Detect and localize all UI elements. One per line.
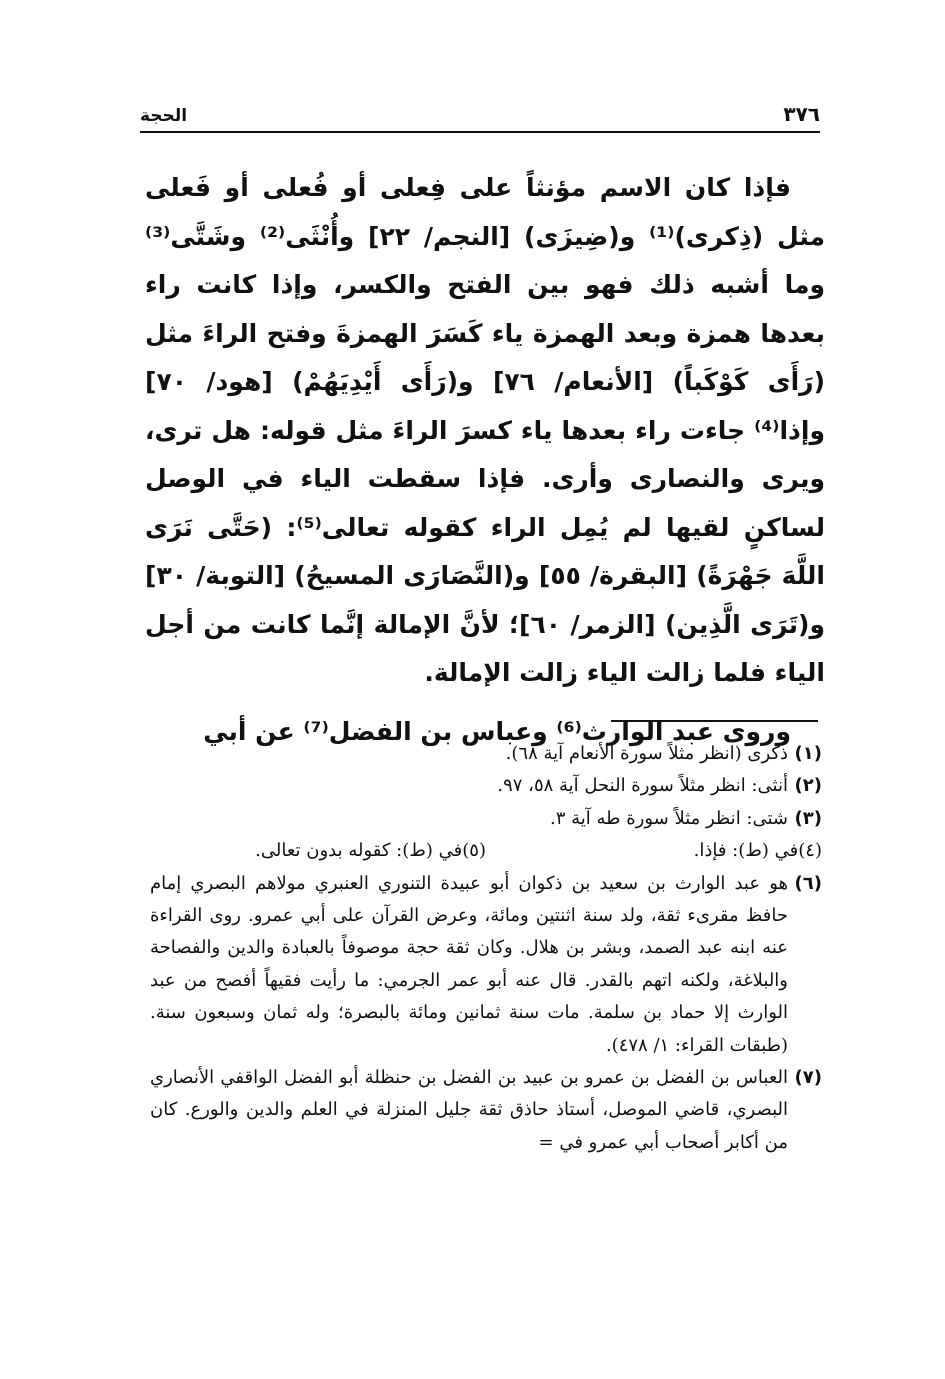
footnote-mark: (٢) — [794, 775, 822, 797]
footnote — [150, 835, 486, 867]
footnote-mark: (٣) — [794, 807, 822, 829]
footnote-text: شتى: انظر مثلاً سورة طه آية ٣. — [550, 807, 788, 829]
paragraph: وروى عبد الوارث⁽⁶⁾ وعباس بن الفضل⁽⁷⁾ عن أبي — [203, 716, 791, 746]
footnote-mark: (٤) — [798, 840, 822, 862]
main-text — [145, 164, 825, 756]
footnote — [150, 868, 822, 1062]
footnote-text: العباس بن الفضل بن عمرو بن عبيد بن الفضل بن حنظلة أبو الفضل الواقفي الأنصاري البصري، قاضي الموصل، أستاذ حاذق ثقة جليل المنزلة في العلم والدين والورع. كان من أكابر أصحاب أبي عمرو في = — [150, 1067, 788, 1153]
footnotes — [150, 738, 822, 1159]
footnote-text: أنثى: انظر مثلاً سورة النحل آية ٥٨، ٩٧. — [497, 775, 788, 797]
footnote-pair — [150, 835, 822, 867]
footnote-mark: (١) — [794, 743, 822, 764]
footnote — [150, 738, 822, 770]
footnote-text: هو عبد الوارث بن سعيد بن ذكوان أبو عبيدة التنوري العنبري مولاهم البصري إمام حافظ مقرىء ثقة، ولد سنة اثنتين ومائة، وعرض القرآن على أبي عمرو. روى القراءة عنه ابنه عبد الصمد، وبشر بن هلال. وكان ثقة حجة موصوفاً بالعبادة والدين والفصاحة والبلاغة، ولكنه اتهم بالقدر. قال عنه أبو عمر الجرمي: ما رأيت فقيهاً أفصح من عبد الوارث إلا حماد بن سلمة. مات سنة ثمانين ومائة بالبصرة؛ وله ثمان وسبعون سنة. (طبقات القراء: ١/ ٤٧٨). — [150, 872, 788, 1056]
footnote-mark: (٧) — [794, 1067, 822, 1089]
footnote-separator — [611, 720, 818, 722]
paragraph: فإذا كان الاسم مؤنثاً على فِعلى أو فُعلى أو فَعلى مثل (ذِكرى)⁽¹⁾ و(ضِيزَى) [النجم/ ٢٢] وأُنْثَى⁽²⁾ وشَتَّى⁽³⁾ وما أشبه ذلك فهو بين الفتح والكسر، وإذا كانت راء بعدها همزة وبعد الهمزة ياء كَسَرَ الهمزةَ وفتح الراءَ مثل (رَأَى كَوْكَباً) [الأنعام/ ٧٦] و(رَأَى أَيْدِيَهُمْ) [هود/ ٧٠] وإذا⁽⁴⁾ جاءت راء بعدها ياء كسرَ الراءَ مثل قوله: هل ترى، ويرى والنصارى وأرى. فإذا سقطت الياء في الوصل لساكنٍ لقيها لم يُمِل الراء كقوله تعالى⁽⁵⁾: (حَتَّى نَرَى اللَّهَ جَهْرَةً) [البقرة/ ٥٥] و(النَّصَارَى المسيحُ) [التوبة/ ٣٠] و(تَرَى الَّذِين) [الزمر/ ٦٠]؛ لأنَّ الإمالة إنَّما كانت من أجل الياء فلما زالت الياء زالت الإمالة. — [145, 173, 826, 687]
running-title: الحجة — [140, 106, 188, 126]
footnote — [150, 803, 822, 835]
page-number: ٣٧٦ — [783, 102, 820, 126]
page-header — [140, 96, 820, 126]
footnote — [486, 835, 822, 867]
footnote — [150, 770, 822, 802]
header-rule — [140, 131, 820, 133]
footnote — [150, 1062, 822, 1159]
footnote-mark: (٦) — [794, 872, 822, 894]
footnote-text: في (ط): كقوله بدون تعالى. — [255, 840, 463, 862]
footnote-mark: (٥) — [462, 840, 486, 862]
footnote-text: في (ط): فإذا. — [693, 840, 799, 862]
footnote-text: ذكرى (انظر مثلاً سورة الأنعام آية ٦٨). — [505, 743, 788, 764]
